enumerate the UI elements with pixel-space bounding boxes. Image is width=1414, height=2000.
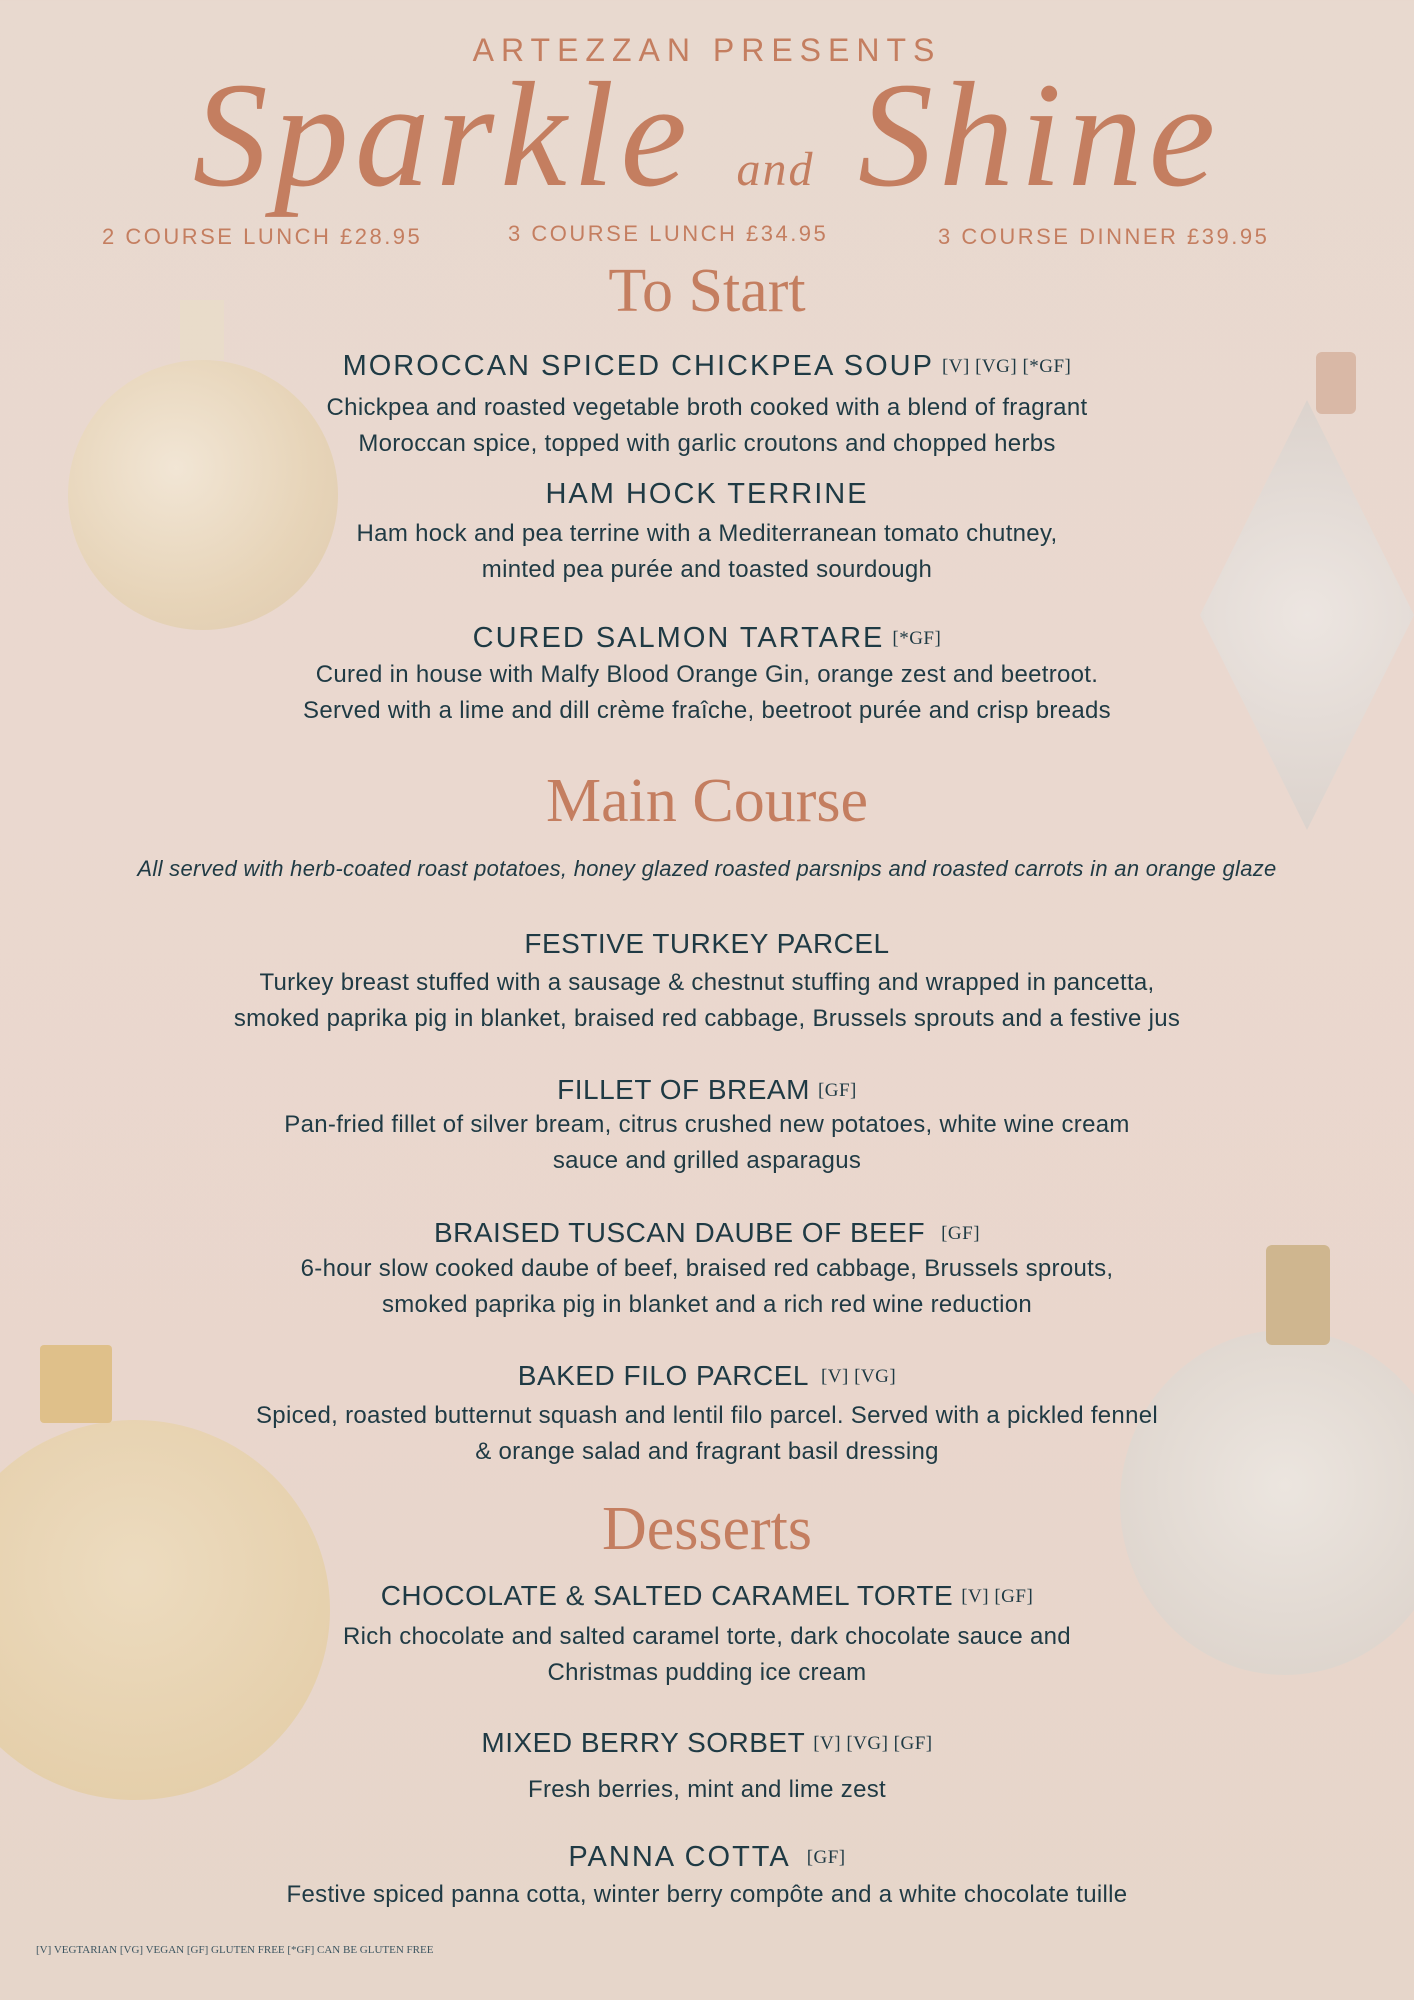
desc-line: smoked paprika pig in blanket and a rich red wine reduction xyxy=(381,1291,1033,1318)
dish-description xyxy=(0,516,1414,588)
dish-title xyxy=(0,1362,1414,1390)
dish-title xyxy=(0,352,1414,381)
dish-description xyxy=(0,965,1414,1037)
price-3-course-dinner: 3 COURSE DINNER £39.95 xyxy=(938,224,1270,249)
desc-line: Chickpea and roasted vegetable broth cooked with a blend of fragrant xyxy=(326,394,1088,421)
dish-description xyxy=(0,1251,1414,1323)
section-heading-mains: Main Course xyxy=(545,767,869,835)
diet-tags: [V] [GF] xyxy=(961,1586,1034,1607)
desc-line: Turkey breast stuffed with a sausage & chestnut stuffing and wrapped in pancetta, xyxy=(259,969,1155,996)
mains-note: All served with herb-coated roast potatoes, honey glazed roasted parsnips and roasted carrots in an orange glaze xyxy=(137,856,1277,881)
desc-line: smoked paprika pig in blanket, braised red cabbage, Brussels sprouts and a festive jus xyxy=(233,1005,1181,1032)
dish-description xyxy=(0,1772,1414,1808)
diet-tags: [V] [VG] [GF] xyxy=(813,1733,933,1754)
diet-tags: [V] [VG] [*GF] xyxy=(941,356,1072,377)
dish-name: BRAISED TUSCAN DAUBE OF BEEF xyxy=(433,1217,926,1248)
dish-description xyxy=(0,1398,1414,1470)
dish-name: CHOCOLATE & SALTED CARAMEL TORTE xyxy=(380,1580,954,1611)
dish-title xyxy=(0,1843,1414,1872)
dish-title xyxy=(0,480,1414,509)
title-word-2: Shine xyxy=(857,52,1222,218)
diet-tags: [GF] xyxy=(941,1223,981,1244)
price-3-course-lunch: 3 COURSE LUNCH £34.95 xyxy=(508,221,829,246)
dish-title xyxy=(0,1076,1414,1104)
price-2-course-lunch: 2 COURSE LUNCH £28.95 xyxy=(102,224,423,249)
dish-name: MOROCCAN SPICED CHICKPEA SOUP xyxy=(342,350,934,382)
dish-title xyxy=(0,1582,1414,1610)
desc-line: & orange salad and fragrant basil dressing xyxy=(475,1438,939,1465)
title-word-1: Sparkle xyxy=(192,52,693,218)
diet-tags: [V] [VG] xyxy=(820,1366,897,1387)
desc-line: Christmas pudding ice cream xyxy=(547,1659,867,1686)
desc-line: sauce and grilled asparagus xyxy=(552,1147,862,1174)
diet-tags: [GF] xyxy=(817,1080,857,1101)
dish-name: PANNA COTTA xyxy=(568,1841,791,1873)
dish-name: FILLET OF BREAM xyxy=(557,1074,810,1105)
menu-title xyxy=(0,52,1414,218)
dish-name: HAM HOCK TERRINE xyxy=(545,478,869,510)
desc-line: Moroccan spice, topped with garlic croutons and chopped herbs xyxy=(358,430,1056,457)
desc-line: minted pea purée and toasted sourdough xyxy=(481,556,933,583)
section-heading-starters: To Start xyxy=(608,257,806,325)
desc-line: Rich chocolate and salted caramel torte, dark chocolate sauce and xyxy=(343,1623,1071,1650)
dish-title xyxy=(0,930,1414,958)
presenter-heading: ARTEZZAN PRESENTS xyxy=(472,32,942,68)
dietary-key-footer: [V] VEGTARIAN [VG] VEGAN [GF] GLUTEN FREE [*GF] CAN BE GLUTEN FREE xyxy=(36,1944,434,1956)
desc-line: Pan-fried fillet of silver bream, citrus crushed new potatoes, white wine cream xyxy=(284,1111,1130,1138)
desc-line: Fresh berries, mint and lime zest xyxy=(527,1776,887,1803)
section-heading-desserts: Desserts xyxy=(601,1495,813,1563)
dish-title xyxy=(0,1219,1414,1247)
dish-name: FESTIVE TURKEY PARCEL xyxy=(524,928,890,959)
desc-line: Spiced, roasted butternut squash and lentil filo parcel. Served with a pickled fennel xyxy=(255,1402,1159,1429)
dish-name: BAKED FILO PARCEL xyxy=(517,1360,809,1391)
desc-line: Festive spiced panna cotta, winter berry compôte and a white chocolate tuille xyxy=(286,1881,1128,1908)
dish-description xyxy=(0,1877,1414,1913)
diet-tags: [*GF] xyxy=(892,628,942,649)
dish-title xyxy=(0,1729,1414,1757)
desc-line: Served with a lime and dill crème fraîche, beetroot purée and crisp breads xyxy=(303,697,1111,724)
desc-line: Ham hock and pea terrine with a Mediterranean tomato chutney, xyxy=(356,520,1058,547)
dish-description xyxy=(0,1107,1414,1179)
dish-description xyxy=(0,657,1414,729)
dish-title xyxy=(0,624,1414,653)
title-and: and xyxy=(736,143,815,196)
desc-line: 6-hour slow cooked daube of beef, braised red cabbage, Brussels sprouts, xyxy=(300,1255,1114,1282)
silver-drop-ornament xyxy=(1200,400,1414,830)
dish-name: CURED SALMON TARTARE xyxy=(472,622,885,654)
dish-name: MIXED BERRY SORBET xyxy=(481,1727,806,1758)
dish-description xyxy=(0,390,1414,462)
diet-tags: [GF] xyxy=(806,1847,846,1868)
desc-line: Cured in house with Malfy Blood Orange Gin, orange zest and beetroot. xyxy=(315,661,1099,688)
dish-description xyxy=(0,1619,1414,1691)
